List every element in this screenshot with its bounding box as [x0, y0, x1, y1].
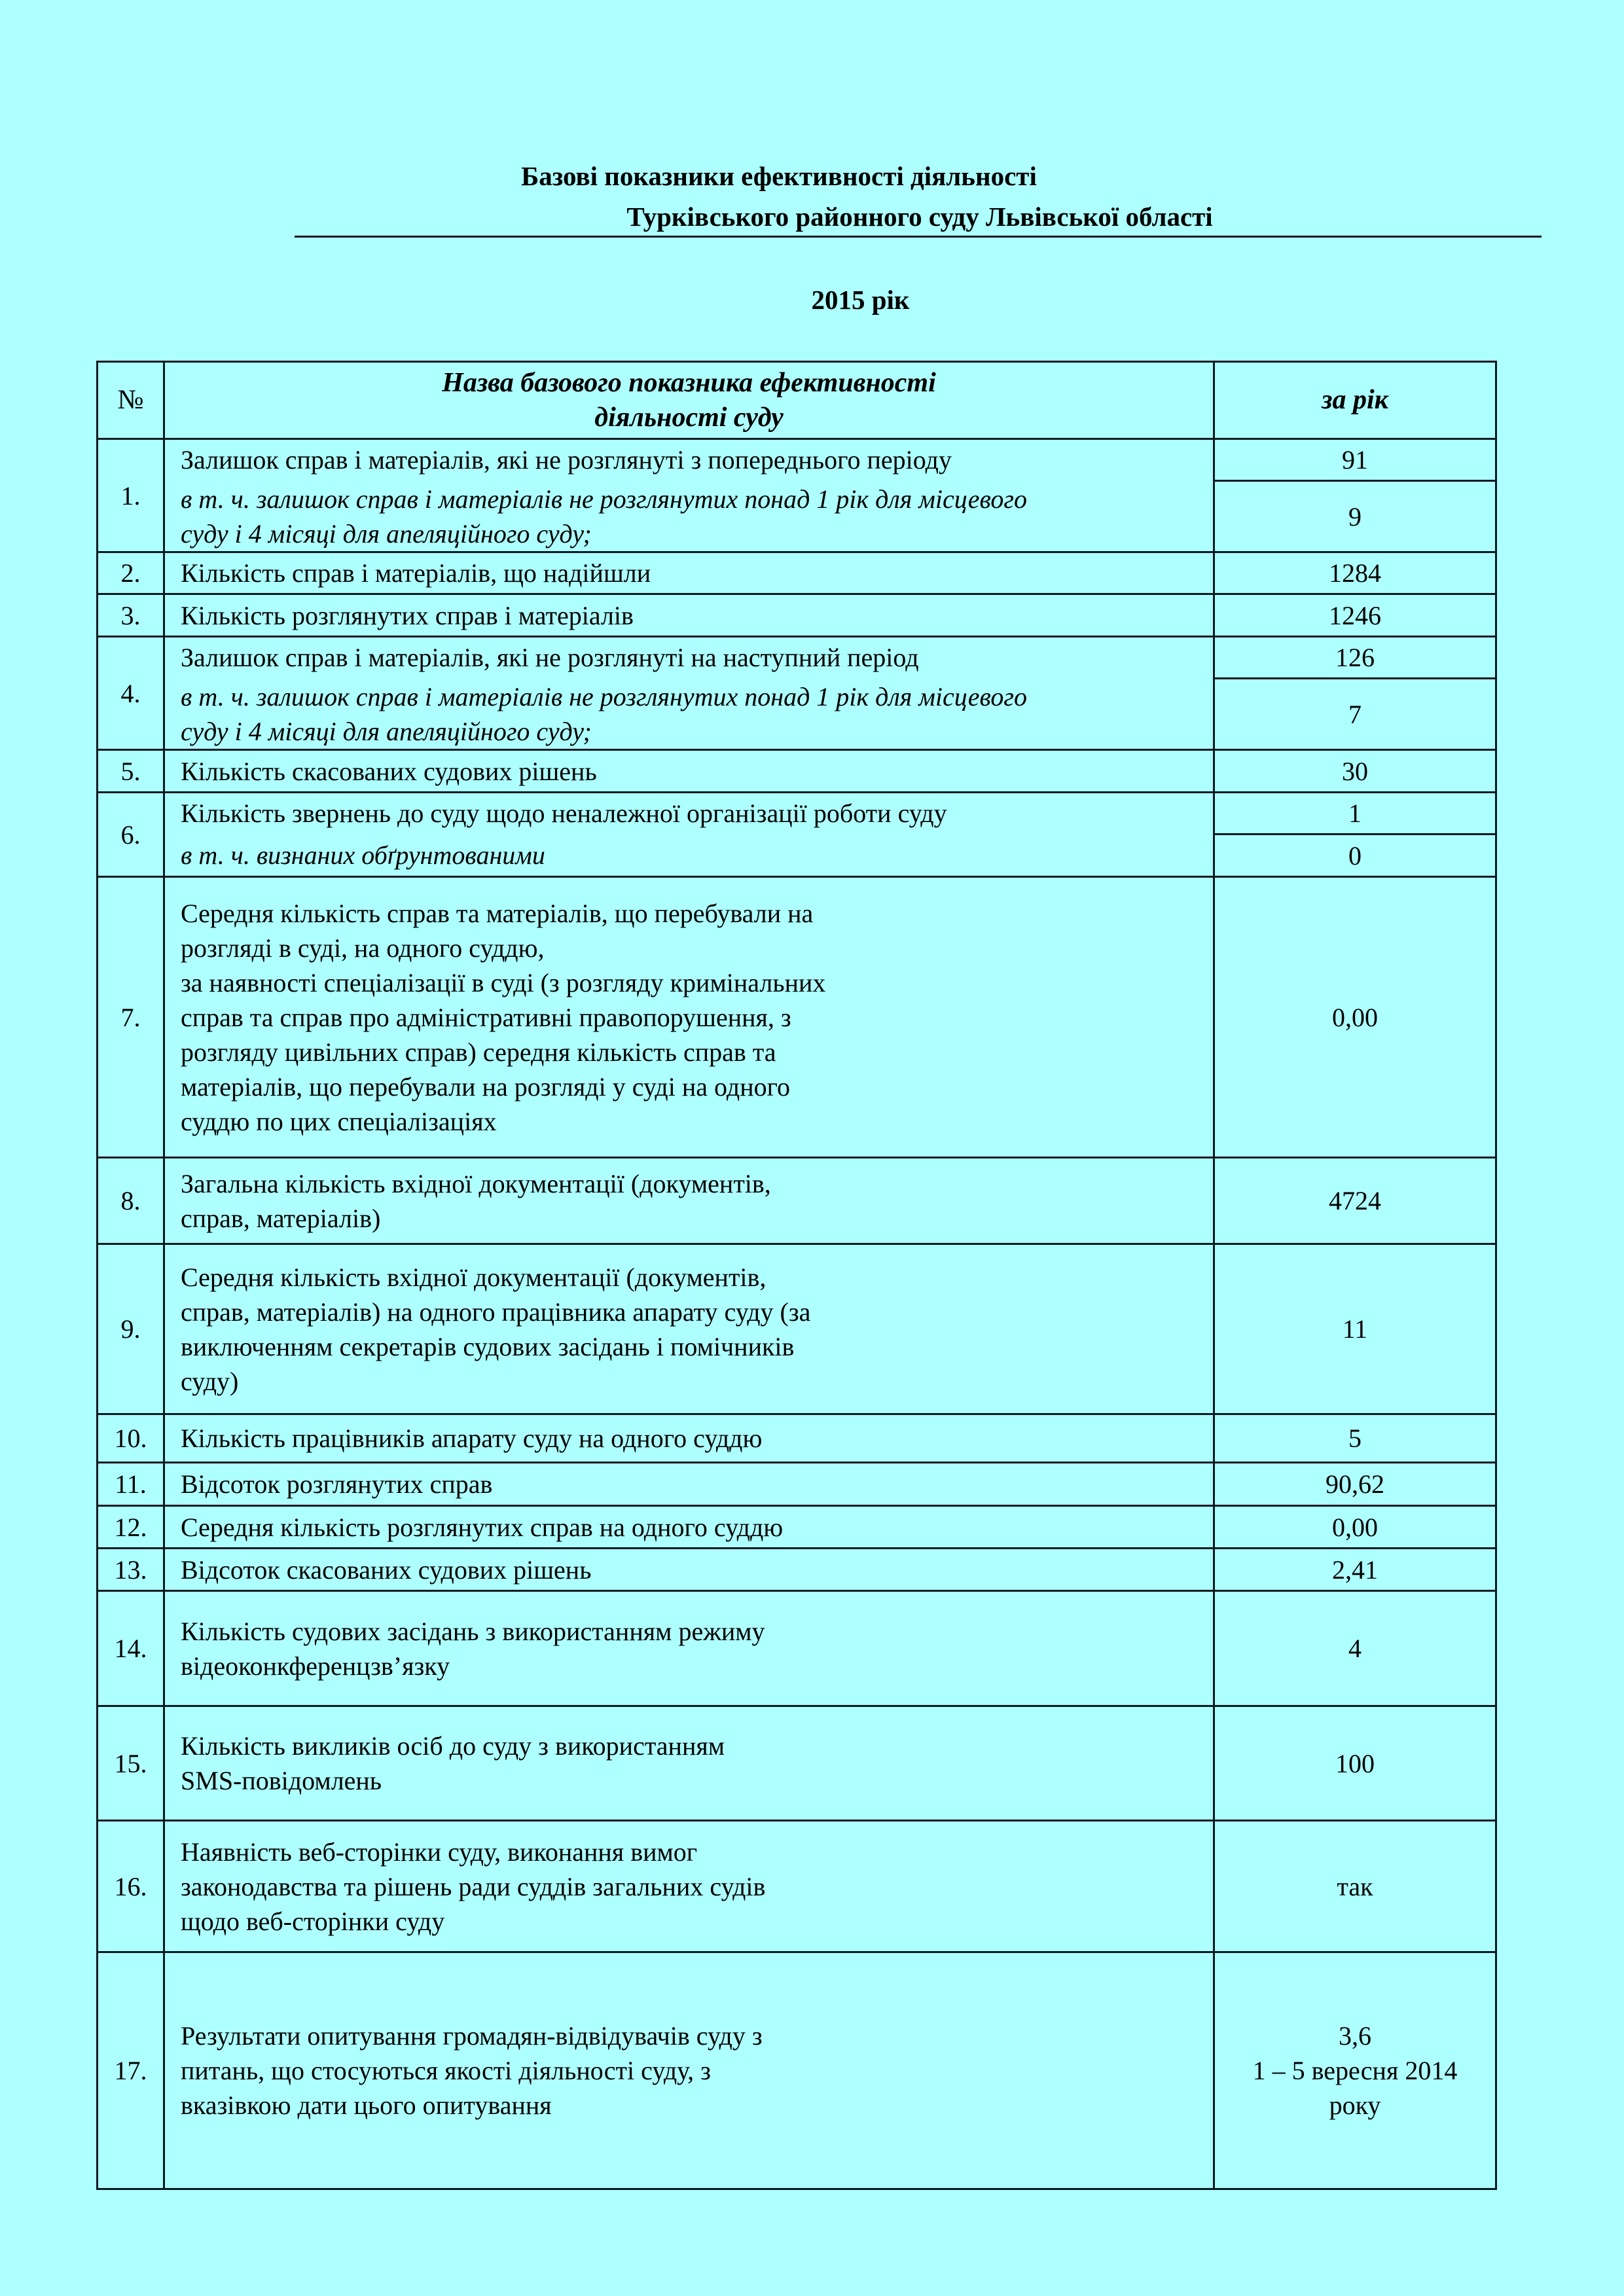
row-name: Кількість скасованих судових рішень [164, 750, 1214, 793]
row-number: 13. [98, 1549, 164, 1591]
row-number: 16. [98, 1821, 164, 1952]
row-name [164, 637, 1214, 750]
report-year: 2015 рік [811, 285, 910, 315]
row-number: 14. [98, 1591, 164, 1706]
survey-date-suffix: року [1329, 2090, 1381, 2120]
table-row [98, 877, 1496, 1158]
table-row [98, 637, 1496, 679]
row-sub-text-line1: в т. ч. залишок справ і матеріалів не розглянутих понад 1 рік для місцевого [181, 484, 1027, 514]
row-name-line: відеоконкференцзв’язку [181, 1651, 450, 1681]
row-name-line: матеріалів, що перебували на розгляді у суді на одного [181, 1071, 791, 1102]
kpi-table [96, 361, 1497, 2190]
row-value: 4 [1214, 1591, 1496, 1706]
table-row [98, 793, 1496, 834]
row-number: 10. [98, 1414, 164, 1463]
table-header-row [98, 362, 1496, 439]
row-number: 8. [98, 1158, 164, 1244]
row-name-line: розгляду цивільних справ) середня кількість справ та [181, 1037, 776, 1067]
row-name [164, 1244, 1214, 1414]
row-name: Відсоток скасованих судових рішень [164, 1549, 1214, 1591]
row-name-line: справ, матеріалів) [181, 1203, 381, 1233]
row-name-line: вказівкою дати цього опитування [181, 2090, 552, 2120]
row-main-text: Кількість звернень до суду щодо неналежної організації роботи суду [181, 798, 947, 828]
row-value: 100 [1214, 1706, 1496, 1821]
row-name-line: справ, матеріалів) на одного працівника апарату суду (за [181, 1297, 811, 1327]
row-value: 4724 [1214, 1158, 1496, 1244]
row-name-line: за наявності спеціалізації в суді (з розгляду кримінальних [181, 967, 826, 997]
row-name-line: справ та справ про адміністративні правопорушення, з [181, 1002, 791, 1032]
row-name [164, 1706, 1214, 1821]
row-value: 0,00 [1214, 1506, 1496, 1549]
row-name [164, 1821, 1214, 1952]
row-value: 5 [1214, 1414, 1496, 1463]
row-value: так [1214, 1821, 1496, 1952]
row-number: 1. [98, 439, 164, 552]
row-number: 5. [98, 750, 164, 793]
row-sub-text-line2: суду і 4 місяці для апеляційного суду; [181, 519, 592, 548]
table-row [98, 750, 1496, 793]
row-main-text: Залишок справ і матеріалів, які не розглянуті на наступний період [181, 643, 919, 672]
table-row [98, 1591, 1496, 1706]
row-sub-value: 0 [1214, 834, 1496, 877]
row-number: 4. [98, 637, 164, 750]
row-number: 15. [98, 1706, 164, 1821]
survey-date: 1 – 5 вересня 2014 [1252, 2056, 1458, 2085]
row-name-line: суду) [181, 1366, 239, 1396]
row-name-line: SMS-повідомлень [181, 1766, 382, 1795]
row-name-line: Кількість викликів осіб до суду з використанням [181, 1731, 725, 1761]
row-name-line: виключенням секретарів судових засідань і помічників [181, 1331, 795, 1361]
table-row [98, 1414, 1496, 1463]
row-name: Кількість справ і матеріалів, що надійшли [164, 552, 1214, 594]
table-row [98, 552, 1496, 594]
row-name [164, 793, 1214, 877]
row-value: 1284 [1214, 552, 1496, 594]
table-row [98, 1549, 1496, 1591]
row-number: 3. [98, 594, 164, 637]
row-name-line: законодавства та рішень ради суддів загальних судів [181, 1871, 766, 1901]
row-value: 30 [1214, 750, 1496, 793]
table-row [98, 439, 1496, 481]
header-number: № [98, 362, 164, 439]
header-name-line1: Назва базового показника ефективності [442, 367, 936, 398]
table-row [98, 1463, 1496, 1506]
row-name [164, 1591, 1214, 1706]
survey-score: 3,6 [1339, 2021, 1371, 2051]
row-name [164, 1158, 1214, 1244]
row-name-line: Середня кількість вхідної документації (документів, [181, 1262, 767, 1292]
row-main-text: Залишок справ і матеріалів, які не розглянуті з попереднього періоду [181, 445, 952, 475]
row-sub-value: 9 [1214, 481, 1496, 552]
row-main-value: 126 [1214, 637, 1496, 679]
row-number: 17. [98, 1952, 164, 2189]
row-name-line: Наявність веб-сторінки суду, виконання вимог [181, 1837, 698, 1867]
title-underline [295, 236, 1542, 238]
row-name-line: Результати опитування громадян-відвідувачів суду з [181, 2021, 763, 2051]
row-name: Відсоток розглянутих справ [164, 1463, 1214, 1506]
row-value: 0,00 [1214, 877, 1496, 1158]
header-name [164, 362, 1214, 439]
row-name: Середня кількість розглянутих справ на одного суддю [164, 1506, 1214, 1549]
row-value: 11 [1214, 1244, 1496, 1414]
header-name-line2: діяльності суду [594, 402, 784, 433]
row-value: 1246 [1214, 594, 1496, 637]
row-number: 6. [98, 793, 164, 877]
row-name-line: Загальна кількість вхідної документації (документів, [181, 1168, 771, 1198]
row-number: 2. [98, 552, 164, 594]
row-value: 2,41 [1214, 1549, 1496, 1591]
row-name [164, 1952, 1214, 2189]
row-main-value: 91 [1214, 439, 1496, 481]
row-value: 90,62 [1214, 1463, 1496, 1506]
row-value [1214, 1952, 1496, 2189]
header-value: за рік [1214, 362, 1496, 439]
row-number: 7. [98, 877, 164, 1158]
table-row [98, 1158, 1496, 1244]
document-title-line1: Базові показники ефективності діяльності [521, 161, 1037, 191]
row-sub-text-line1: в т. ч. визнаних обґрунтованими [181, 840, 545, 870]
row-name-line: розгляді в суді, на одного суддю, [181, 933, 545, 963]
row-name: Кількість працівників апарату суду на одного суддю [164, 1414, 1214, 1463]
row-name [164, 439, 1214, 552]
row-number: 9. [98, 1244, 164, 1414]
row-name-line: питань, що стосуються якості діяльності суду, з [181, 2056, 711, 2085]
row-name-line: щодо веб-сторінки суду [181, 1906, 445, 1936]
row-number: 12. [98, 1506, 164, 1549]
table-row [98, 1706, 1496, 1821]
row-sub-text-line2: суду і 4 місяці для апеляційного суду; [181, 717, 592, 746]
row-name: Кількість розглянутих справ і матеріалів [164, 594, 1214, 637]
row-name-line: Середня кількість справ та матеріалів, що перебували на [181, 898, 814, 928]
table-row [98, 1821, 1496, 1952]
table-row [98, 594, 1496, 637]
table-row [98, 1506, 1496, 1549]
row-sub-value: 7 [1214, 679, 1496, 750]
row-name-line: Кількість судових засідань з використанням режиму [181, 1616, 765, 1646]
row-main-value: 1 [1214, 793, 1496, 834]
row-name [164, 877, 1214, 1158]
table-row [98, 1952, 1496, 2189]
table-row [98, 1244, 1496, 1414]
row-sub-text-line1: в т. ч. залишок справ і матеріалів не розглянутих понад 1 рік для місцевого [181, 682, 1027, 711]
document-title-line2: Турківського районного суду Львівської області [626, 202, 1213, 232]
row-name-line: суддю по цих спеціалізаціях [181, 1106, 497, 1136]
row-number: 11. [98, 1463, 164, 1506]
